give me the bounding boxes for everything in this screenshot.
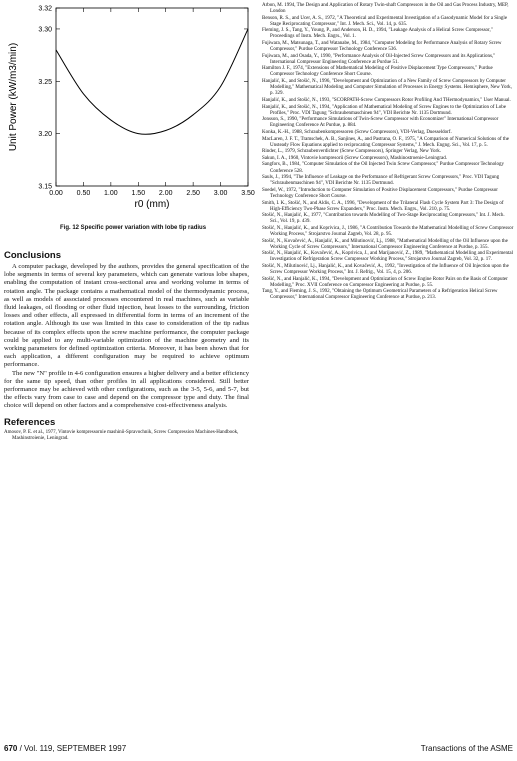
right-column: [262, 3, 514, 302]
reference-item: Stošić, N., Milutinović, Lj., Hanjalić, K., and Kovačević, A., 1992, "Investigation of the Influence of Oil Injection upon the Screw Compressor Working Process," Int. J. Refrig., Vol. 15, 4, p. 206.: [262, 263, 509, 276]
reference-item: Konka, K.-H., 1988, Schraubenkompressoren (Screw Compressors), VDI-Verlag, Duesseldorf.: [262, 129, 452, 135]
y-tick-label: 3.20: [38, 131, 52, 139]
reference-item: Jonsson, S., 1990, "Performance Simulations of Twin-Screw Compressor with Economizer" International Compressor Engineering Conference At Purdue, p. 884.: [262, 117, 499, 129]
reference-item: Fujiwara, M., and Osada, Y., 1990, "Performance Analysis of Oil-Injected Screw Compressors and its Applications," International Compressor Engineering Conference at Purdue 51.: [262, 53, 496, 65]
plot-frame: [56, 8, 248, 186]
reference-item: Sakun, I. A., 1960, Vintovie kompresorii (Screw Compressors), Mashinostroenie-Leningrad.: [262, 155, 447, 161]
x-tick-label: 1.00: [104, 190, 118, 197]
reference-item: Hamilton J. F., 1974, "Extensions of Mathematical Modeling of Positive Displacement Type Compressors," Purdue Compressor Technology Conference Short Course.: [262, 66, 493, 78]
x-axis-label: r0 (mm): [134, 199, 170, 210]
power-curve: [56, 29, 248, 134]
references-heading: References: [4, 416, 56, 428]
reference-item: Hanjalić, K., and Stošić, N., 1993, "SCORPATH-Screw Compressors Rotor Profiling And THermodynamics," User Manual.: [262, 97, 511, 103]
reference-item: Fleming, J. S., Tang, Y., Young, P., and Anderson, H. D., 1994, "Leakage Analysis of a Helical Screw Compressor," Proceedings of Instn. Mech. Engrs., Vol. 1.: [262, 28, 493, 40]
reference-item: Stošić, N., Hanjalić, K., 1977, "Contribution towards Modelling of Two-Stage Reciprocating Compressors," Int. J. Mech. Sci., Vol. 19, p. 439.: [262, 213, 505, 225]
reference-item: Stošić, N., and Hanjalić, K., 1994, "Development and Optimization of Screw Engine Rotor Pairs on the Basis of Computer Modelling," Proc. XVII Conference on Compressor Engineering at Purdue, p. 55.: [262, 276, 508, 288]
y-axis-label: Unit Power (kW/m3/min): [8, 42, 19, 152]
reference-item: Sangfors, B., 1984, "Computer Simulation of the Oil Injected Twin Screw Compressor," Purdue Compressor Technology Conference 528.: [262, 162, 504, 174]
reference-item: Smith, I. K., Stošić, N., and Aldis, C. A., 1996, "Development of the Trilateral Flash Cycle System Part 3: The Design of High-Efficiency Two-Phase Screw Expanders," Proc. Instn. Mech. Engrs., Vol. 210, p. 75.: [262, 200, 504, 212]
reference-item: Amosov, P. E. et al., 1977, Vintovie kompressornie mashinii-Spravochnik, Screw Compression Machines-Handbook, Mashinstroienie, Leningrad.: [4, 429, 239, 441]
conclusions-heading: Conclusions: [4, 250, 62, 261]
y-tick-label: 3.15: [38, 183, 52, 191]
reference-item: Sauls, J., 1994, "The Influence of Leakage on the Performance of Refrigerant Screw Compressors," Proc. VDI Tagung "Schraubenmaschinen 94", VDI Berichte Nr. 1135 Dortmund.: [262, 175, 500, 187]
y-tick-label: 3.32: [38, 5, 52, 13]
figure-caption: Fig. 12 Specific power variation with lobe tip radius: [60, 225, 207, 231]
x-tick-label: 3.50: [241, 190, 255, 197]
reference-item: Benson, R. S., and Ucer, A. S., 1972, "A Theoretical and Experimental Investigation of a Gasodynamic Model for a Single Stage Reciprocating Compressor," Int. J. Mech. Sci., Vol. 14, p. 635.: [262, 15, 508, 27]
y-tick-label: 3.30: [38, 26, 52, 34]
journal-name: Transactions of the ASME: [420, 744, 513, 753]
x-tick-label: 0.00: [49, 190, 63, 197]
reference-item: Stošić, N., Hanjalić, K., Kovačević, A., Koprivica, J., and Marijanović, Z., 1989, "Mathematical Modelling and Experimental Investigation of Refrigeration Screw Compressor Working Process," Strojarstvo Journal Zagreb, Vol. 32, p. 17.: [262, 251, 514, 263]
x-tick-label: 1.50: [131, 190, 146, 197]
volume-info: / Vol. 119, SEPTEMBER 1997: [17, 744, 127, 753]
reference-item: Hanjalić, K., and Stošić, N., 1996, "Development and Optimization of a New Family of Screw Compressors by Computer Modelling," Mathematical Modeling and Computer Simulation of Processes in Energy Systems. Hemisphere, New York, p. 329.: [262, 79, 512, 97]
x-tick-label: 3.00: [213, 190, 228, 197]
reference-item: Tang, Y., and Fleming, J. S., 1992, "Obtaining the Optimum Geometrical Parameters of a Refrigeration Helical Screw Compressor," International Compressor Engineering Conference at Purdue, p. 213.: [262, 289, 498, 301]
reference-item: Rinder, L., 1979, Schraubenverdichter (Screw Compressors), Springer Verlag, New York.: [262, 149, 441, 155]
reference-item: Arbon, M. 1994, The Design and Application of Rotary Twin-shaft Compressors in the Oil and Gas Process Industry, MEP, London: [262, 3, 509, 15]
reference-item: MacLaren, J. F. T., Tramschek, A. B., Sanjines, A., and Pastrana, O. F., 1975, "A Comparison of Numerical Solutions of the Unsteady Flow Equations applied to reciprocating Compressor Systems," J. Mech. Engng. Sci., Vol. 17, p. 5.: [262, 136, 510, 148]
x-tick-label: 2.50: [186, 190, 200, 197]
reference-item: Stošić, N., Hanjalić, K., and Koprivica, J., 1986, "A Contribution Towards the Mathematical Modelling of Screw Compressor Working Process," Strojarstvo Journal Zagreb, Vol. 28, p. 95.: [262, 225, 514, 237]
reference-item: Hanjalić, K., and Stošić, N., 1994, "Application of Mathematical Modeling of Screw Engines to the Optimization of Lobe Profiles," Proc. VDI Tagung "Schraubenmaschinen 94", VDI Berichte Nr. 1135 Dortmund.: [262, 104, 506, 116]
conclusions-paragraph: The new "N" profile in 4-6 configuration ensures a higher delivery and a better efficiency for the same tip speed, than other profiles in all applications considered. Still better performance may be achieved with other configurations, such as the 3-5, 5-6, and 5-7, but the effects vary from case to case and depend on the compressor type and duty. The final choice will depend on other factors and a comprehensive cost-effectiveness analysis.: [4, 369, 249, 410]
reference-item: Fujiwara, M., Matsunaga, T., and Watanabe, M., 1984, "Computer Modeling for Performance Analysis of Rotary Screw Compressor," Purdue Compressor Technology Conference 536.: [262, 41, 502, 53]
x-tick-label: 2.00: [158, 190, 173, 197]
left-column: [4, 250, 249, 442]
page-footer: [4, 744, 513, 756]
page-number: 670: [4, 744, 18, 753]
reference-item: Stošić, N., Kovačević, A., Hanjalić, K., and Milutinović, Lj., 1988, "Mathematical Modelling of the Oil Influence upon the Working Cycle of Screw Compressors," International Compressor Engineering Conference at Purdue, p. 355.: [262, 238, 508, 250]
x-tick-label: 0.50: [76, 190, 91, 197]
y-tick-label: 3.25: [38, 78, 52, 86]
reference-item: Soedel, W., 1972, "Introduction to Computer Simulation of Positive Displacement Compressors," Purdue Compressor Technology Conference Short Course.: [262, 187, 498, 199]
conclusions-paragraph: A computer package, developed by the authors, provides the general specification of the lobe segments in terms of several key parameters, which can generate various lobe shapes, enabling the computation of instant cross-sectional area and working volume in terms of rotation angle. The package contains a mathematical model of the thermodynamic process, as well as models of associated processes encountered in real machines, such as variable fluid leakages, oil flooding or other fluid injection, heat losses to the surrounding, friction losses and other effects, all expressed in differential form in terms of an increment of the rotation angle. Although its use was limited in this case to consideration of the tip radius because of its complex effects upon the screw machine performance, the computer package could be applied to any multi-variable optimization of the machine geometry and its working parameters for defined optimization criteria. Moreover, it has been shown that for each application, a different configuration may be required to achieve optimum performance.: [4, 263, 249, 369]
power-chart: [0, 0, 258, 222]
